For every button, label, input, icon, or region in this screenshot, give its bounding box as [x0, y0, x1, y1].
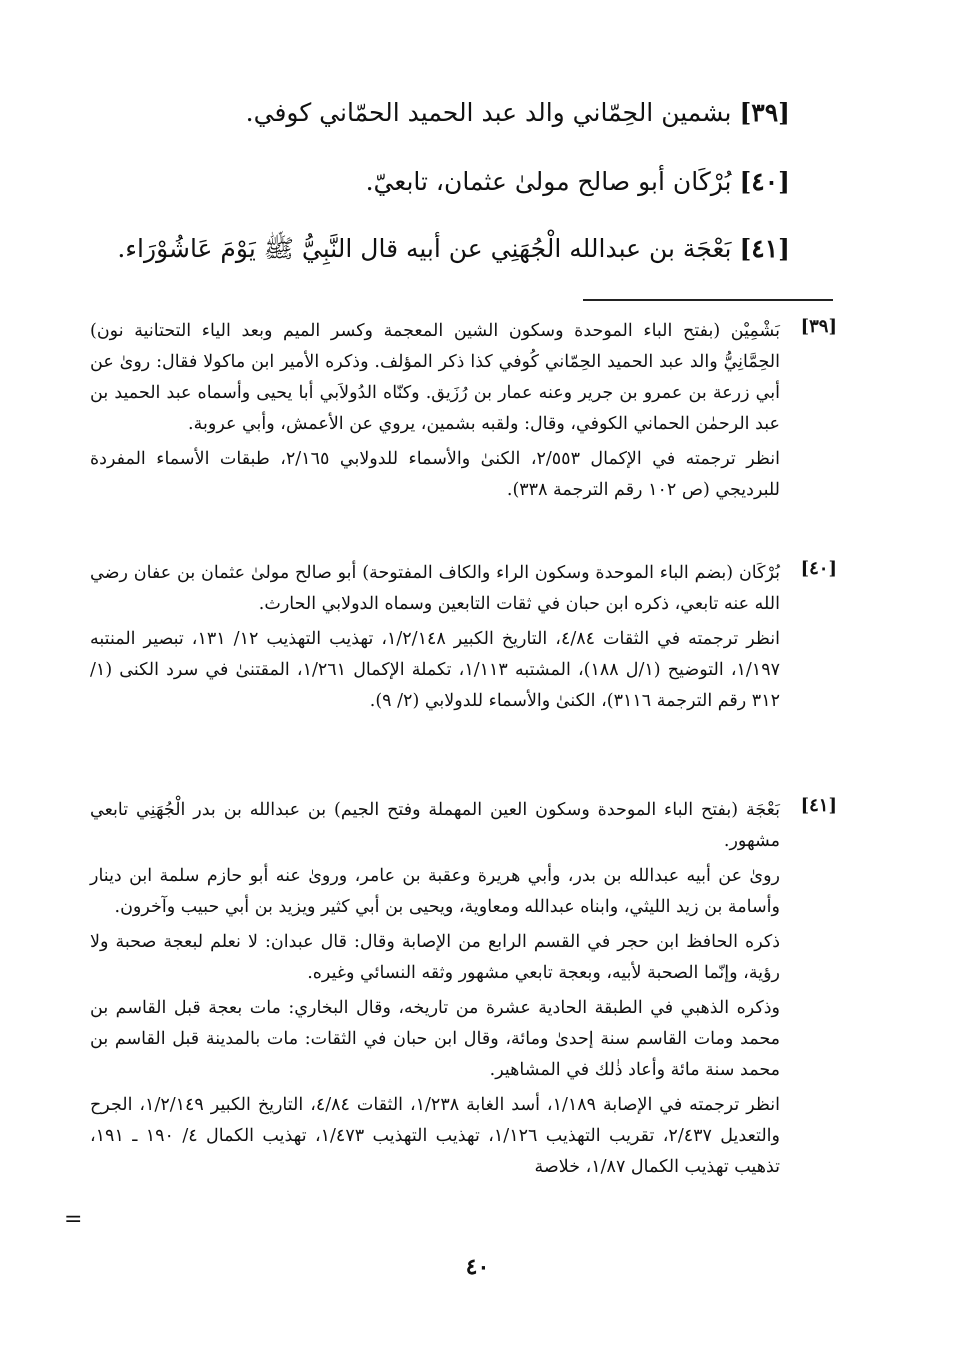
entry-41: [90, 233, 790, 270]
footnote-paragraph: ذكره الحافظ ابن حجر في القسم الرابع من الإصابة وقال: قال عبدان: لا نعلم لبعجة صحبة ولا رؤية، وإنّما الصحبة لأبيه، وبعجة تابعي مشهور وثقه النسائي وغيره.: [90, 932, 780, 983]
footnote-paragraph: بُرْكَان (بضم الباء الموحدة وسكون الراء والكاف المفتوحة) أبو صالح مولىٰ عثمان بن عفان رضي الله عنه تابعي، ذكره ابن حبان في ثقات التابعين وسماه الدولابي الحارث.: [90, 563, 780, 614]
footnote-paragraph: بَشْمِيْن (بفتح الباء الموحدة وسكون الشين المعجمة وكسر الميم وبعد الياء التحتانية نون) الحِمَّانِيُّ والد عبد الحميد الحِمّاني كُوفي كذا ذكر المؤلف. وذكره الأمير ابن ماكولا فقال: روىٰ عن أبي زرعة بن عمرو بن جرير وعنه عمار بن رُزَيق. وكنّاه الدُولاَبي أبا يحيى وأسماه عبد الحميد بن عبد الرحمٰن الحماني الكوفي، وقال: ولقبه بشمين، يروي عن الأعمش، وأبي عروبة.: [90, 321, 780, 434]
entry-text: بشمين الحِمّاني والد عبد الحميد الحمّاني كوفي.: [245, 98, 732, 127]
footnote-paragraph: انظر ترجمته في الثقات ٤/٨٤، التاريخ الكبير ١/٢/١٤٨، تهذيب التهذيب ١٢/ ١٣١، تبصير المنتبه ١/١٩٧، التوضيح (١/ل ١٨٨)، المشتبه ١/١١٣، تكملة الإكمال ١/٢٦١، المقتنىٰ في سرد الكنى (١/ ٣١٢ رقم الترجمة ٣١١٦)، الكنىٰ والأسماء للدولابي (٢/ ٩).: [90, 629, 780, 711]
footnote-paragraph: وذكره الذهبي في الطبقة الحادية عشرة من تاريخه، وقال البخاري: مات بعجة قبل القاسم بن محمد ومات القاسم سنة إحدىٰ ومائة، وقال ابن حبان في الثقات: مات بالمدينة قبل القاسم بن محمد سنة مائة وأعاد ذٰلك في المشاهير.: [90, 998, 780, 1080]
footnote-41: [90, 795, 837, 1183]
footnote-39: [90, 316, 837, 506]
entry-text: بُرْكَان أبو صالح مولىٰ عثمان، تابعيّ.: [365, 167, 732, 196]
entry-number: [٤٠]: [739, 167, 790, 196]
footnote-paragraph: روىٰ عن أبيه عبدالله بن بدر، وأبي هريرة وعقبة بن عامر، وروىٰ عنه أبو حازم سلمة ابن دينار وأسامة بن زيد الليثي، وابناه عبدالله ومعاوية، ويحيى بن أبي كثير ويزيد بن أبي حبيب وآخرون.: [90, 866, 780, 917]
entry-39: [90, 98, 790, 127]
entry-number: [٣٩]: [739, 98, 790, 127]
footnote-paragraph: انظر ترجمته في الإكمال ٢/٥٥٣، الكنىٰ والأسماء للدولابي ٢/١٦٥، طبقات الأسماء المفردة للبرديجي (ص ١٠٢ رقم الترجمة ٣٣٨).: [90, 449, 780, 500]
footnote-divider: [583, 299, 833, 301]
footnote-paragraph: انظر ترجمته في الإصابة ١/١٨٩، أسد الغابة ١/٢٣٨، الثقات ٤/٨٤، التاريخ الكبير ١/٢/١٤٩، الجرح والتعديل ٢/٤٣٧، تقريب التهذيب ١/١٢٦، تهذيب التهذيب ١/٤٧٣، تهذيب الكمال ٤/ ١٩٠ ـ ١٩١، تذهيب تهذيب الكمال ١/٨٧، خلاصة: [90, 1095, 780, 1177]
entry-number: [٤١]: [739, 234, 790, 263]
footnote-number: [٣٩]: [800, 316, 837, 337]
entry-40: [90, 167, 790, 196]
footnote-paragraph: بَعْجَة (بفتح الباء الموحدة وسكون العين المهملة وفتح الجيم) بن عبدالله بن بدر الْجُهَنِي تابعي مشهور.: [90, 800, 780, 851]
footnote-number: [٤٠]: [800, 558, 837, 579]
page-number: ٤٠: [465, 1254, 490, 1280]
footnote-40: [90, 558, 837, 717]
footnote-number: [٤١]: [800, 795, 837, 816]
continuation-mark: =: [64, 1207, 83, 1232]
entry-text: بَعْجَة بن عبدالله الْجُهَنِي عن أبيه قال النَّبِيُّ ﷺ يَوْمَ عَاشُوْرَاء.: [117, 234, 732, 263]
